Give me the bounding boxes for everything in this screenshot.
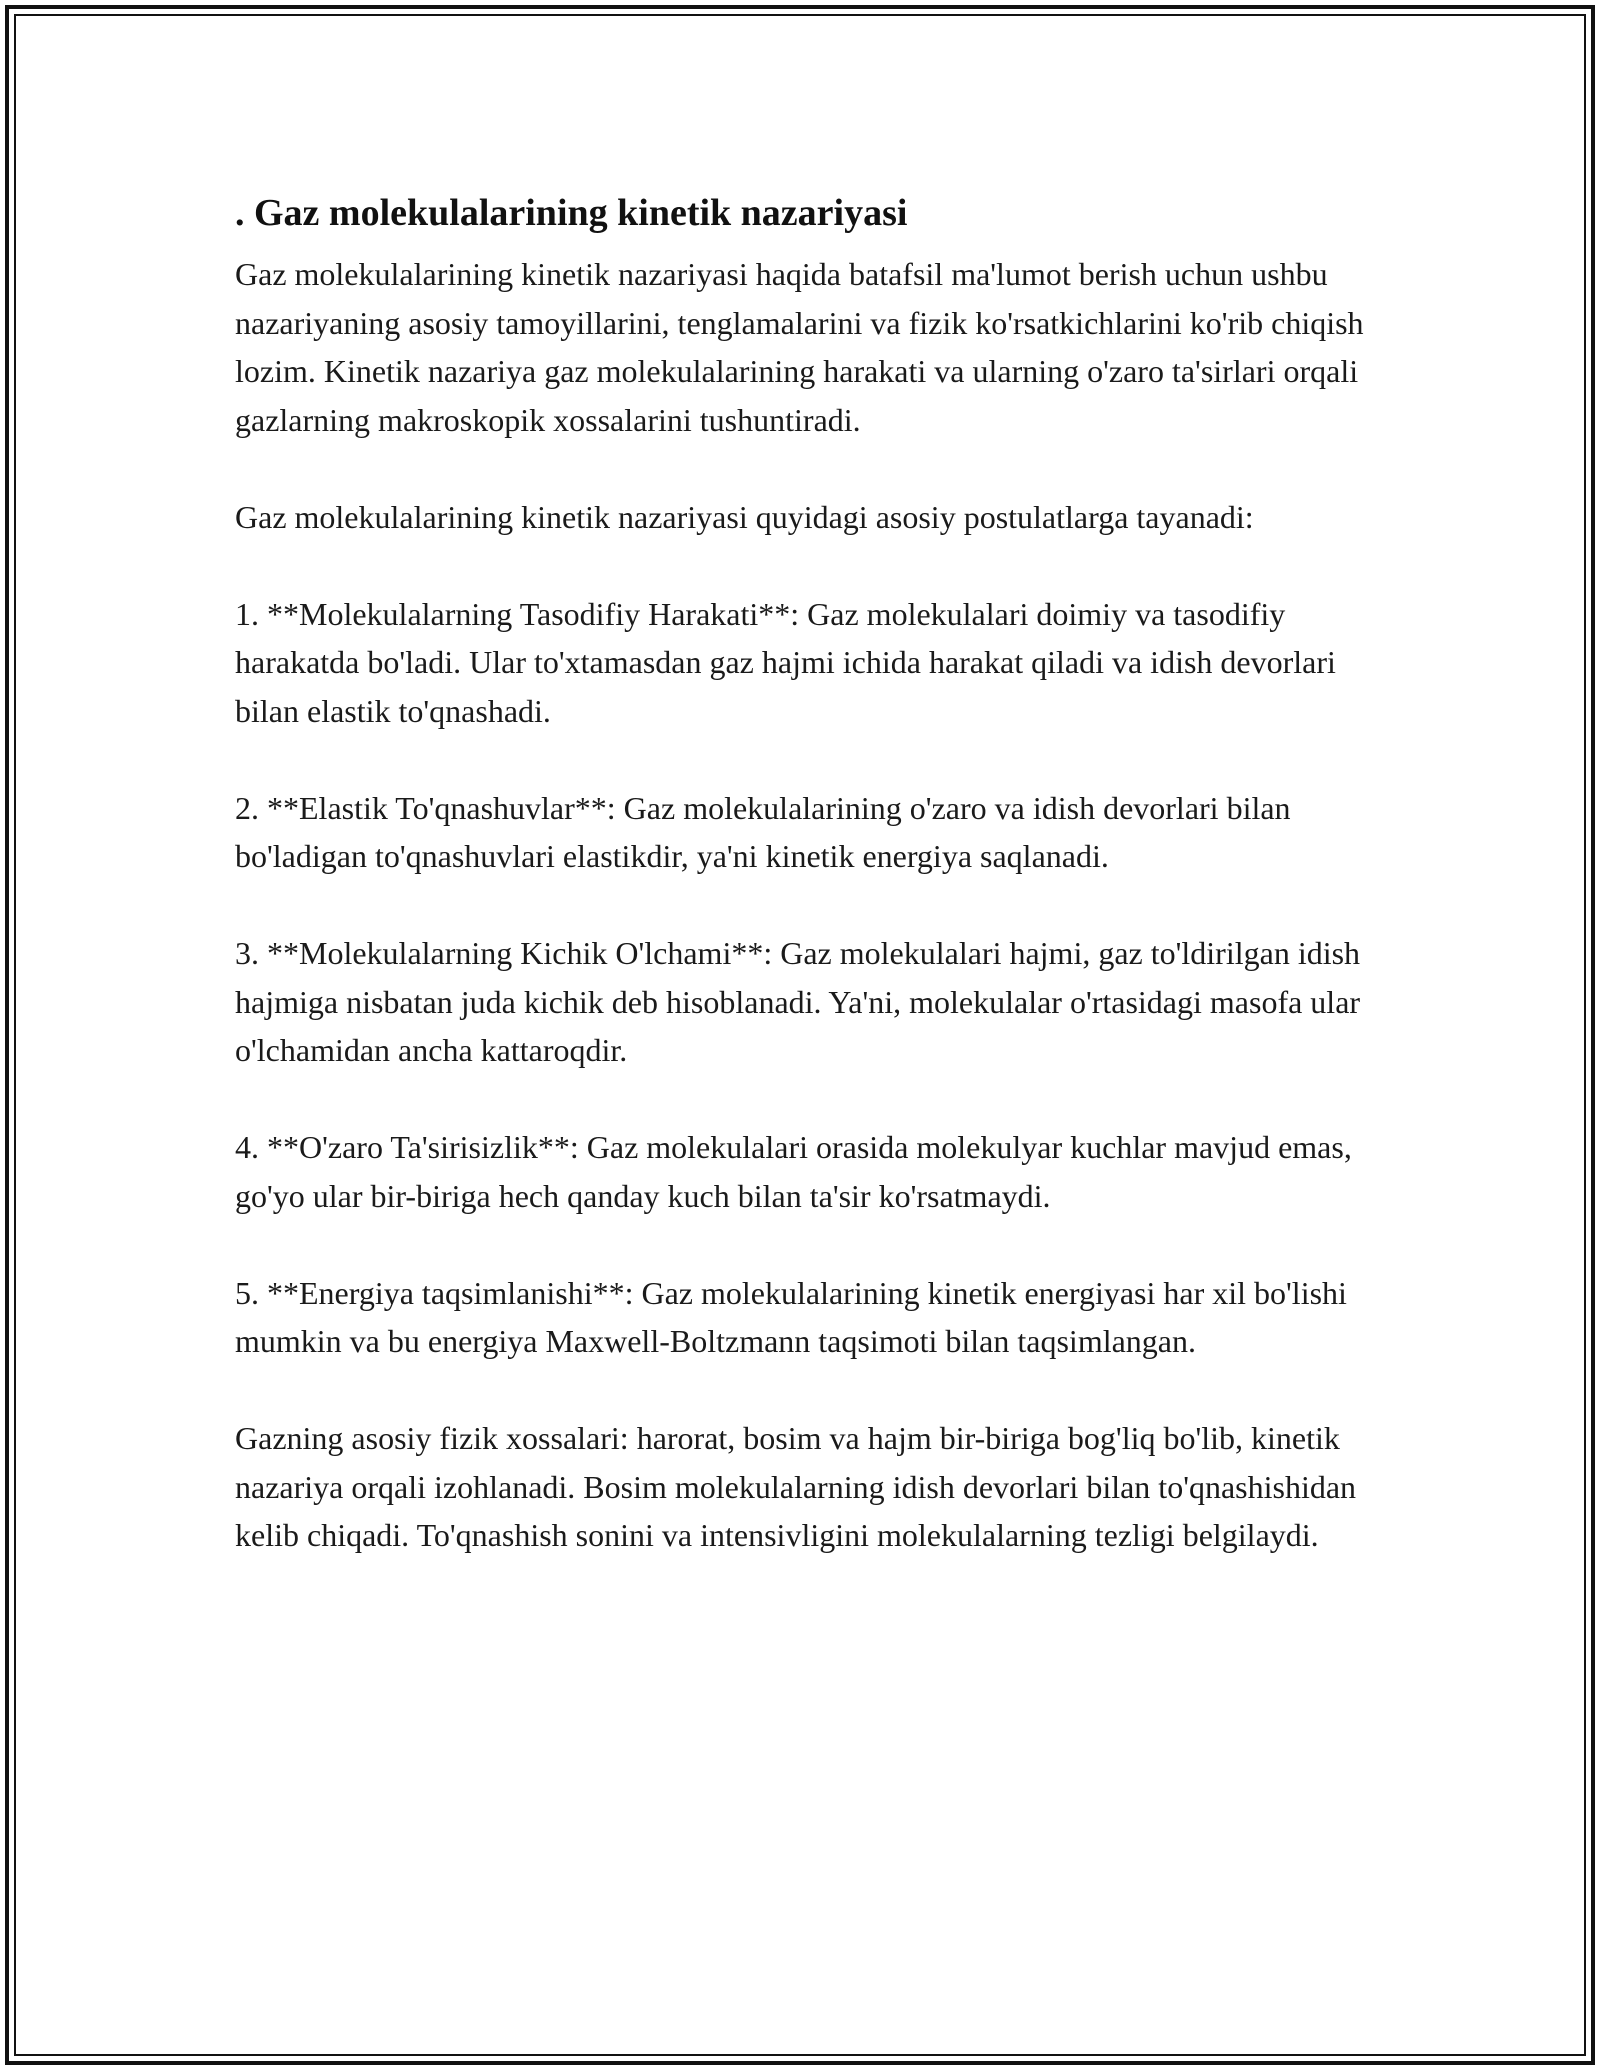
paragraph-postulates-lead: Gaz molekulalarining kinetik nazariyasi quyidagi asosiy postulatlarga tayanadi: [235, 498, 1254, 535]
document-title: . Gaz molekulalarining kinetik nazariyasi [235, 192, 908, 234]
list-item-postulate-3: 3. **Molekulalarning Kichik O'lchami**: Gaz molekulalari hajmi, gaz to'ldirilgan idish hajmiga nisbatan juda kichik deb hisoblanadi. Ya'ni, molekulalar o'rtasidagi masofa ular o'lchamidan ancha kattaroqdir. [235, 935, 1361, 1068]
paragraph-intro: Gaz molekulalarining kinetik nazariyasi haqida batafsil ma'lumot berish uchun ushbu nazariyaning asosiy tamoyillarini, tenglamalarini va fizik ko'rsatkichlarini ko'rib chiqish lozim. Kinetik nazariya gaz molekulalarining harakati va ularning o'zaro ta'sirlari orqali gazlarning makroskopik xossalarini tushuntiradi. [235, 256, 1364, 438]
list-item-postulate-2: 2. **Elastik To'qnashuvlar**: Gaz molekulalarining o'zaro va idish devorlari bilan bo'ladigan to'qnashuvlari elastikdir, ya'ni kinetik energiya saqlanadi. [235, 789, 1291, 874]
list-item-postulate-5: 5. **Energiya taqsimlanishi**: Gaz molekulalarining kinetik energiyasi har xil bo'lishi mumkin va bu energiya Maxwell-Boltzmann taqsimoti bilan taqsimlangan. [235, 1274, 1347, 1359]
paragraph-conclusion: Gazning asosiy fizik xossalari: harorat, bosim va hajm bir-biriga bog'liq bo'lib, kinetik nazariya orqali izohlanadi. Bosim molekulalarning idish devorlari bilan to'qnashishidan kelib chiqadi. To'qnashish sonini va intensivligini molekulalarning tezligi belgilaydi. [235, 1420, 1357, 1553]
document-body [235, 186, 1385, 1608]
list-item-postulate-1: 1. **Molekulalarning Tasodifiy Harakati**: Gaz molekulalari doimiy va tasodifiy harakatda bo'ladi. Ular to'xtamasdan gaz hajmi ichida harakat qiladi va idish devorlari bilan elastik to'qnashadi. [235, 595, 1336, 729]
list-item-postulate-4: 4. **O'zaro Ta'sirisizlik**: Gaz molekulalari orasida molekulyar kuchlar mavjud emas, go'yo ular bir-biriga hech qanday kuch bilan ta'sir ko'rsatmaydi. [235, 1129, 1352, 1214]
